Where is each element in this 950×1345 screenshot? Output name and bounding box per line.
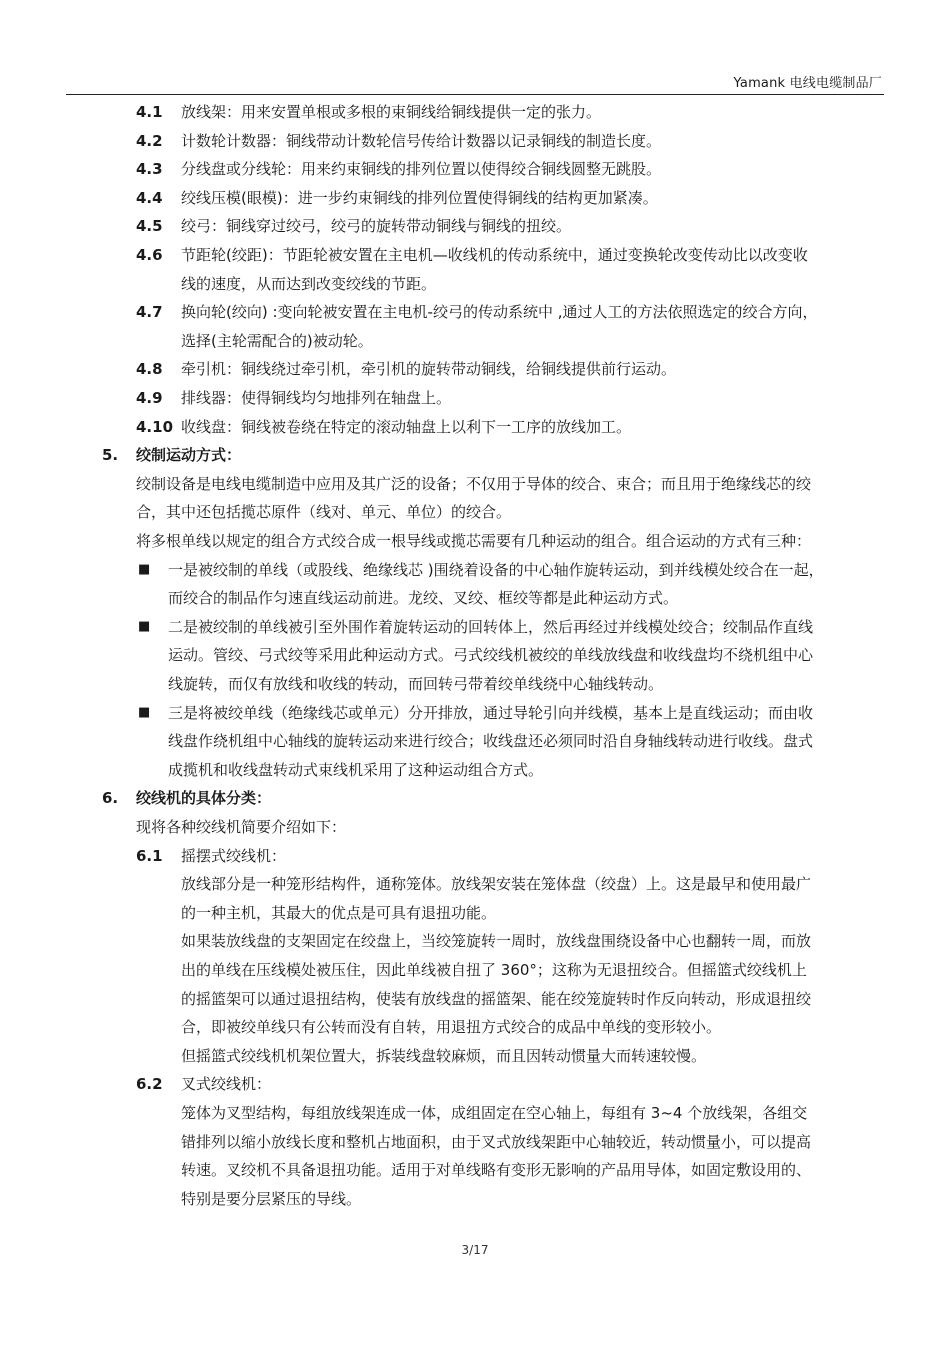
item-number: 4.9 <box>136 389 163 407</box>
bullet-text: 而绞合的制品作匀速直线运动前进。龙绞、叉绞、框绞等都是此种运动方式。 <box>168 589 679 608</box>
subsection-title: 叉式绞线机： <box>181 1075 272 1094</box>
subsection-number: 6.2 <box>136 1075 163 1094</box>
section-number: 6. <box>102 789 119 808</box>
paragraph-line: 绞制设备是电线电缆制造中应用及其广泛的设备；不仅用于导体的绞合、束合；而且用于绝缘线芯的绞 <box>136 474 812 493</box>
item-text: 收线盘：铜线被卷绕在特定的滚动轴盘上以利下一工序的放线加工。 <box>181 417 632 436</box>
paragraph-line: 现将各种绞线机简要介绍如下： <box>136 818 347 836</box>
bullet-text: 三是将被绞单线（绝缘线芯或单元）分开排放，通过导轮引向并线模，基本上是直线运动；而由收 <box>168 703 814 722</box>
paragraph-line: 将多根单线以规定的组合方式绞合成一根导线或揽芯需要有几种运动的组合。组合运动的方式有三种： <box>136 532 812 550</box>
page-number: 3/17 <box>461 1243 489 1257</box>
subsection-title: 摇摆式绞线机： <box>181 846 287 865</box>
page-header <box>66 66 884 95</box>
item-text: 线的速度，从而达到改变绞线的节距。 <box>181 274 437 293</box>
item-number: 4.2 <box>136 131 163 150</box>
paragraph-line: 的一种主机，其最大的优点是可具有退扭功能。 <box>181 903 497 922</box>
item-text: 节距轮(绞距)：节距轮被安置在主电机—收线机的传动系统中，通过变换轮改变传动比以改变收 <box>181 246 808 264</box>
item-text: 牵引机：铜线绕过牵引机，牵引机的旋转带动铜线，给铜线提供前行运动。 <box>181 360 677 379</box>
item-text: 绞弓：铜线穿过绞弓，绞弓的旋转带动铜线与铜线的扭绞。 <box>181 217 572 236</box>
bullet-text: 二是被绞制的单线被引至外围作着旋转运动的回转体上，然后再经过并线模处绞合；绞制品作直线 <box>168 617 814 636</box>
item-text: 计数轮计数器：铜线带动计数轮信号传给计数器以记录铜线的制造长度。 <box>181 131 662 150</box>
paragraph-line: 转速。叉绞机不具备退扭功能。适用于对单线略有变形无影响的产品用导体，如固定敷设用的、 <box>181 1161 812 1180</box>
item-number: 4.10 <box>136 417 174 436</box>
paragraph-line: 的摇篮架可以通过退扭结构，使装有放线盘的摇篮架、能在绞笼旋转时作反向转动，形成退扭绞 <box>181 989 812 1008</box>
paragraph-line: 错排列以缩小放线长度和整机占地面积，由于叉式放线架距中心轴较近，转动惯量小，可以提高 <box>181 1132 812 1151</box>
paragraph-line: 合，即被绞单线只有公转而没有自转，用退扭方式绞合的成品中单线的变形较小。 <box>181 1018 722 1037</box>
paragraph-line: 合，其中还包括揽芯原件（线对、单元、单位）的绞合。 <box>136 503 512 522</box>
item-text: 分线盘或分线轮：用来约束铜线的排列位置以使得绞合铜线圆整无跳股。 <box>181 160 662 179</box>
item-number: 4.5 <box>136 217 163 236</box>
item-number: 4.6 <box>136 246 163 264</box>
bullet-icon: ■ <box>138 561 151 577</box>
section-title: 绞制运动方式： <box>136 446 242 465</box>
item-number: 4.3 <box>136 160 163 179</box>
paragraph-line: 笼体为叉型结构，每组放线架连成一体，成组固定在空心轴上，每组有 3~4 个放线架，各组交 <box>181 1104 808 1122</box>
item-number: 4.7 <box>136 303 163 322</box>
bullet-text: 成揽机和收线盘转动式束线机采用了这种运动组合方式。 <box>168 760 544 779</box>
item-number: 4.1 <box>136 103 163 121</box>
bullet-text: 一是被绞制的单线（或股线、绝缘线芯 )围绕着设备的中心轴作旋转运动，到并线模处绞合在一起， <box>168 560 824 579</box>
item-text: 排线器：使得铜线均匀地排列在轴盘上。 <box>181 389 452 407</box>
paragraph-line: 如果装放线盘的支架固定在绞盘上，当绞笼旋转一周时，放线盘围绕设备中心也翻转一周，而放 <box>181 932 812 951</box>
paragraph-line: 出的单线在压线模处被压住，因此单线被自扭了 360°；这称为无退扭绞合。但摇篮式绞线机上 <box>181 961 807 979</box>
item-text: 选择(主轮需配合的)被动轮。 <box>181 331 373 350</box>
header-title: Yamank 电线电缆制品厂 <box>733 76 882 91</box>
section-number: 5. <box>102 446 119 465</box>
paragraph-line: 特别是要分层紧压的导线。 <box>181 1189 362 1208</box>
section-title: 绞线机的具体分类： <box>136 789 272 808</box>
paragraph-line: 放线部分是一种笼形结构件，通称笼体。放线架安装在笼体盘（绞盘）上。这是最早和使用最广 <box>181 875 812 894</box>
bullet-icon: ■ <box>138 704 151 720</box>
subsection-number: 6.1 <box>136 846 163 865</box>
item-text: 放线架：用来安置单根或多根的束铜线给铜线提供一定的张力。 <box>181 103 602 121</box>
bullet-text: 运动。管绞、弓式绞等采用此种运动方式。弓式绞线机被绞的单线放线盘和收线盘均不绕机组中心 <box>168 646 814 665</box>
item-number: 4.8 <box>136 360 163 379</box>
item-text: 绞线压模(眼模)：进一步约束铜线的排列位置使得铜线的结构更加紧凑。 <box>181 188 658 207</box>
paragraph-line: 但摇篮式绞线机机架位置大，拆装线盘较麻烦，而且因转动惯量大而转速较慢。 <box>181 1046 707 1065</box>
item-number: 4.4 <box>136 188 163 207</box>
item-text: 换向轮(绞向) :变向轮被安置在主电机-绞弓的传动系统中 ,通过人工的方法依照选定的绞合方向， <box>181 303 818 322</box>
bullet-text: 线旋转，而仅有放线和收线的转动，而回转弓带着绞单线绕中心轴线转动。 <box>168 675 664 693</box>
bullet-text: 线盘作绕机组中心轴线的旋转运动来进行绞合；收线盘还必须同时沿自身轴线转动进行收线。盘式 <box>168 732 814 751</box>
bullet-icon: ■ <box>138 618 151 634</box>
